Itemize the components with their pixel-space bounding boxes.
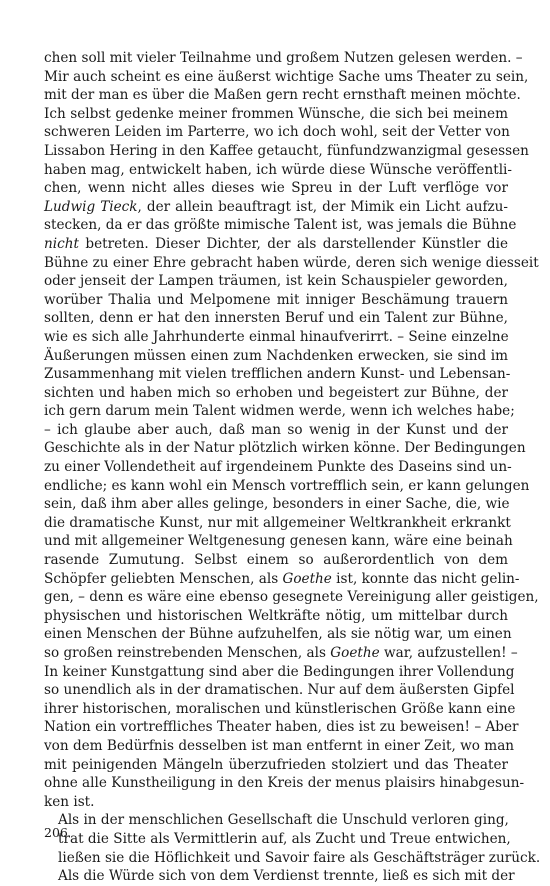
text-line: Schöpfer geliebten Menschen, als Goethe ist, konnte das nicht gelin- (44, 570, 520, 587)
text-line: von dem Bedürfnis desselben ist man entfernt in einer Zeit, wo man (44, 737, 515, 754)
paragraph (44, 49, 539, 811)
text-line: sichten und haben mich so erhoben und begeistert zur Bühne, der (44, 384, 508, 401)
text-line: so unendlich als in der dramatischen. Nur auf dem äußersten Gipfel (44, 682, 515, 699)
text-line: mit der man es über die Maßen gern recht ernsthaft meinen möchte. (44, 87, 521, 104)
text-line: sein, daß ihm aber alles gelinge, besonders in einer Sache, die, wie (44, 496, 510, 513)
text-line: stecken, da er das größte mimische Talent ist, was jemals die Bühne (44, 217, 517, 234)
text-line: schweren Leiden im Parterre, wo ich doch wohl, seit der Vetter von (44, 124, 510, 141)
text-line: trat die Sitte als Vermittlerin auf, als Zucht und Treue entwichen, (58, 830, 511, 847)
text-line: worüber Thalia und Melpomene mit inniger Beschämung trauern (44, 291, 508, 308)
text-line: haben mag, entwickelt haben, ich würde diese Wünsche veröffentli- (44, 161, 512, 178)
text-line: einen Menschen der Bühne aufzuhelfen, als sie nötig war, um einen (44, 626, 512, 643)
text-line: Ludwig Tieck, der allein beauftragt ist, der Mimik ein Licht aufzu- (44, 198, 508, 215)
text-line: Zusammenhang mit vielen trefflichen andern Kunst- und Lebensan- (44, 366, 511, 383)
text-line: Lissabon Hering in den Kaffee getaucht, fünfundzwanzigmal gesessen (44, 142, 529, 159)
text-line: physischen und historischen Weltkräfte nötig, um mittelbar durch (44, 607, 508, 624)
text-line: die dramatische Kunst, nur mit allgemeiner Weltkrankheit erkrankt (44, 514, 511, 531)
text-line: wie es sich alle Jahrhunderte einmal hinaufverirrt. – Seine einzelne (44, 328, 509, 345)
text-line: endliche; es kann wohl ein Mensch vortrefflich sein, er kann gelungen (44, 477, 530, 494)
text-line: chen soll mit vieler Teilnahme und großem Nutzen gelesen werden. – (44, 50, 523, 66)
text-line: Geschichte als in der Natur plötzlich wirken könne. Der Bedingungen (44, 440, 526, 457)
text-line: ohne alle Kunstheiligung in den Kreis der menus plaisirs hinabgesun- (44, 775, 525, 792)
page-number: 206 (44, 825, 68, 840)
text-line: oder jenseit der Lampen träumen, ist kein Schauspieler geworden, (44, 273, 508, 290)
text-line: – ich glaube aber auch, daß man so wenig in der Kunst und der (44, 421, 508, 438)
text-line: ließen sie die Höflichkeit und Savoir faire als Geschäftsträger zurück. (58, 849, 541, 866)
text-line: gen, – denn es wäre eine ebenso gesegnete Vereinigung aller geistigen, (44, 589, 539, 606)
text-line: zu einer Vollendetheit auf irgendeinem Punkte des Daseins sind un- (44, 459, 512, 476)
text-line: Bühne zu einer Ehre gebracht haben würde, deren sich wenige diesseit (44, 254, 539, 271)
body-text (44, 49, 541, 886)
text-line: In keiner Kunstgattung sind aber die Bedingungen ihrer Vollendung (44, 663, 515, 680)
text-line: Als in der menschlichen Gesellschaft die Unschuld verloren ging, (58, 812, 509, 829)
text-line: Mir auch scheint es eine äußerst wichtige Sache ums Theater zu sein, (44, 68, 529, 85)
text-line: Äußerungen müssen einen zum Nachdenken erwecken, sie sind im (44, 347, 508, 364)
text-line: chen, wenn nicht alles dieses wie Spreu in der Luft verflöge vor (44, 180, 508, 197)
paragraph (44, 811, 541, 885)
text-line: mit peinigenden Mängeln überzufrieden stolziert und das Theater (44, 756, 508, 773)
text-line: ihrer historischen, moralischen und künstlerischen Größe kann eine (44, 700, 516, 717)
text-line: ich gern darum mein Talent widmen werde, wenn ich welches habe; (44, 403, 515, 420)
text-line: Als die Würde sich von dem Verdienst trennte, ließ es sich mit der (58, 868, 515, 885)
text-line: rasende Zumutung. Selbst einem so außerordentlich von dem (44, 552, 508, 569)
text-line: nicht betreten. Dieser Dichter, der als darstellender Künstler die (44, 235, 508, 252)
text-line: Ich selbst gedenke meiner frommen Wünsche, die sich bei meinem (44, 105, 508, 122)
text-line: so großen reinstrebenden Menschen, als Goethe war, aufzustellen! – (44, 645, 518, 661)
text-line: sollten, denn er hat den innersten Beruf und ein Talent zur Bühne, (44, 310, 508, 327)
text-line: Nation ein vortreffliches Theater haben, dies ist zu beweisen! – Aber (44, 719, 519, 736)
text-line: und mit allgemeiner Weltgenesung genesen kann, wäre eine beinah (44, 533, 513, 550)
text-line: ken ist. (44, 793, 95, 810)
